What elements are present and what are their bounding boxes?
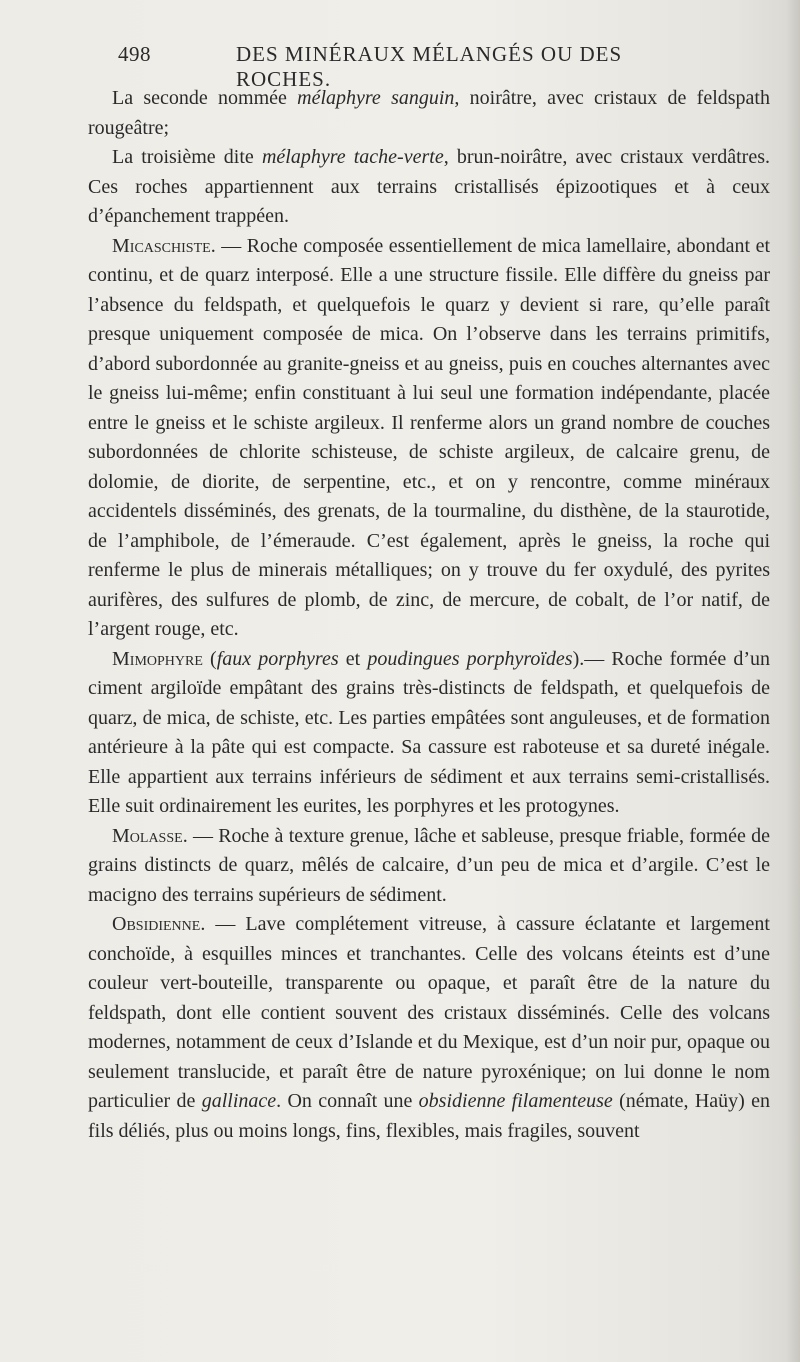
italic-term: gallinace xyxy=(201,1090,277,1112)
italic-term: faux porphyres xyxy=(216,647,339,670)
text-run: , brun-noirâtre, avec cristaux verdâtres. Ces roches appartiennent aux terrains cristallisés épizootiques et à ceux d’épanchement trappéen. xyxy=(88,146,770,227)
text-run: (némate, Haüy) en fils déliés, plus ou moins longs, fins, flexibles, mais fragiles, souvent xyxy=(88,1090,771,1142)
running-title: DES MINÉRAUX MÉLANGÉS OU DES ROCHES. xyxy=(236,42,623,91)
entry-term: Mimophyre xyxy=(112,647,203,670)
page-number: 498 xyxy=(118,42,151,66)
entry-micaschiste xyxy=(88,232,770,645)
entry-term: Obsidienne xyxy=(112,913,201,935)
page-header xyxy=(118,42,678,91)
entry-mimophyre xyxy=(88,645,770,822)
entry-obsidienne xyxy=(88,910,770,1146)
text-run: La seconde nommée xyxy=(112,87,298,109)
italic-term: poudingues porphyroïdes xyxy=(367,647,573,670)
italic-term: mélaphyre sanguin xyxy=(297,87,455,109)
paragraph-melaphyre-tache-verte xyxy=(88,143,770,232)
text-run: . — Roche composée essentiellement de mica lamellaire, abondant et continu, et de quarz interposé. Elle a une structure fissile. Elle diffère du gneiss par l’absence du feldspath, et quelquefois le quarz y devient si rare, qu’elle paraît presque uniquement composée de mica. On l’observe dans les terrains primitifs, d’abord subordonnée au granite-gneiss et au gneiss, puis en couches alternantes avec le gneiss lui-même; enfin constituant à lui seul une formation indépendante, placée entre le gneiss et le schiste argileux. Il renferme alors un grand nombre de couches subordonnées de chlorite schisteuse, de schiste argileux, de calcaire grenu, de dolomie, de diorite, de serpentine, etc., et on y rencontre, comme minéraux accidentels disséminés, des grenats, de la tourmaline, du disthène, de la staurotide, de l’amphibole, de l’émeraude. C’est également, après le gneiss, la roche qui renferme le plus de minerais métalliques; on y trouve du fer oxydulé, des pyrites aurifères, des sulfures de plomb, de zinc, de mercure, de cobalt, de l’or natif, de l’argent rouge, etc. xyxy=(88,234,770,640)
italic-term: obsidienne filamenteuse xyxy=(418,1090,613,1112)
text-run: ).— Roche formée d’un ciment argiloïde empâtant des grains très-distincts de feldspath, et quelquefois de quarz, de mica, de schiste, etc. Les parties empâtées sont anguleuses, et de formation antérieure à la pâte qui est compacte. Sa cassure est raboteuse et sa dureté inégale. Elle appartient aux terrains inférieurs de sédiment et aux terrains semi-cristallisés. Elle suit ordinairement les eurites, les porphyres et les protogynes. xyxy=(88,647,770,817)
italic-term: mélaphyre tache-verte xyxy=(261,146,444,168)
text-run: La troisième dite xyxy=(112,146,262,168)
paragraph-melaphyre-sanguin xyxy=(88,84,770,143)
page-edge-shadow xyxy=(786,0,800,1362)
text-run: . — Lave complétement vitreuse, à cassure éclatante et largement conchoïde, à esquilles minces et tranchantes. Celle des volcans éteints est d’une couleur vert-bouteille, transparente ou opaque, et paraît être de la nature du feldspath, dont elle contient souvent des cristaux disséminés. Celle des volcans modernes, notamment de ceux d’Islande et du Mexique, est d’un noir pur, opaque ou seulement translucide, et paraît être de nature pyroxénique; on lui donne le nom particulier de xyxy=(88,913,770,1112)
entry-molasse xyxy=(88,822,770,911)
entry-term: Micaschiste xyxy=(112,234,211,257)
text-run: ( xyxy=(202,647,217,670)
body-text xyxy=(88,84,770,1146)
text-run: . On connaît une xyxy=(276,1090,419,1112)
entry-term: Molasse xyxy=(112,824,183,847)
text-run: , noirâtre, avec cristaux de feldspath rougeâtre; xyxy=(88,87,770,139)
text-run: . — Roche à texture grenue, lâche et sableuse, presque friable, formée de grains distincts de quarz, mêlés de calcaire, d’un peu de mica et d’argile. C’est le macigno des terrains supérieurs de sédiment. xyxy=(88,824,770,906)
text-run: et xyxy=(338,647,368,670)
